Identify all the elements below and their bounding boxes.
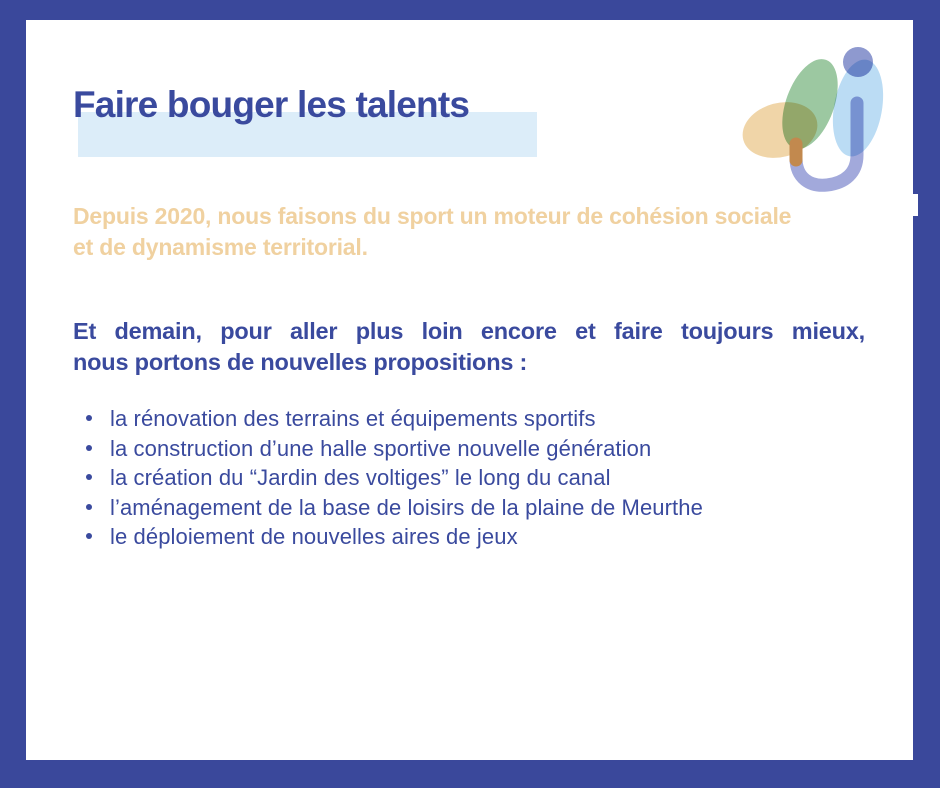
proposals-list xyxy=(73,404,893,552)
slide-card xyxy=(26,20,913,760)
lead-line-1: Et demain, pour aller plus loin encore et faire toujours mieux, xyxy=(73,318,865,344)
list-item xyxy=(73,493,893,523)
bullet-icon xyxy=(86,533,92,539)
list-item-text: la construction d’une halle sportive nouvelle génération xyxy=(110,435,652,461)
list-item-text: le déploiement de nouvelles aires de jeux xyxy=(110,524,518,549)
card-edge-notch xyxy=(913,194,918,216)
list-item xyxy=(73,463,893,493)
bullet-icon xyxy=(86,504,92,510)
lead-line-2: nous portons de nouvelles propositions : xyxy=(73,349,528,375)
list-item-text: l’aménagement de la base de loisirs de la plaine de Meurthe xyxy=(110,494,703,520)
logo-dot xyxy=(843,47,873,77)
list-item xyxy=(73,434,893,464)
list-item-text: la création du “Jardin des voltiges” le long du canal xyxy=(110,465,611,490)
lead-paragraph xyxy=(73,316,865,378)
list-item-text: la rénovation des terrains et équipements sportifs xyxy=(110,406,596,431)
intro-line-2: et de dynamisme territorial. xyxy=(73,234,368,260)
page-title: Faire bouger les talents xyxy=(73,84,470,125)
list-item xyxy=(73,404,893,434)
logo xyxy=(735,40,895,200)
bullet-icon xyxy=(86,474,92,480)
list-item xyxy=(73,522,893,552)
bullet-icon xyxy=(86,415,92,421)
bullet-icon xyxy=(86,445,92,451)
intro-paragraph xyxy=(73,201,791,263)
intro-line-1: Depuis 2020, nous faisons du sport un moteur de cohésion sociale xyxy=(73,203,792,229)
